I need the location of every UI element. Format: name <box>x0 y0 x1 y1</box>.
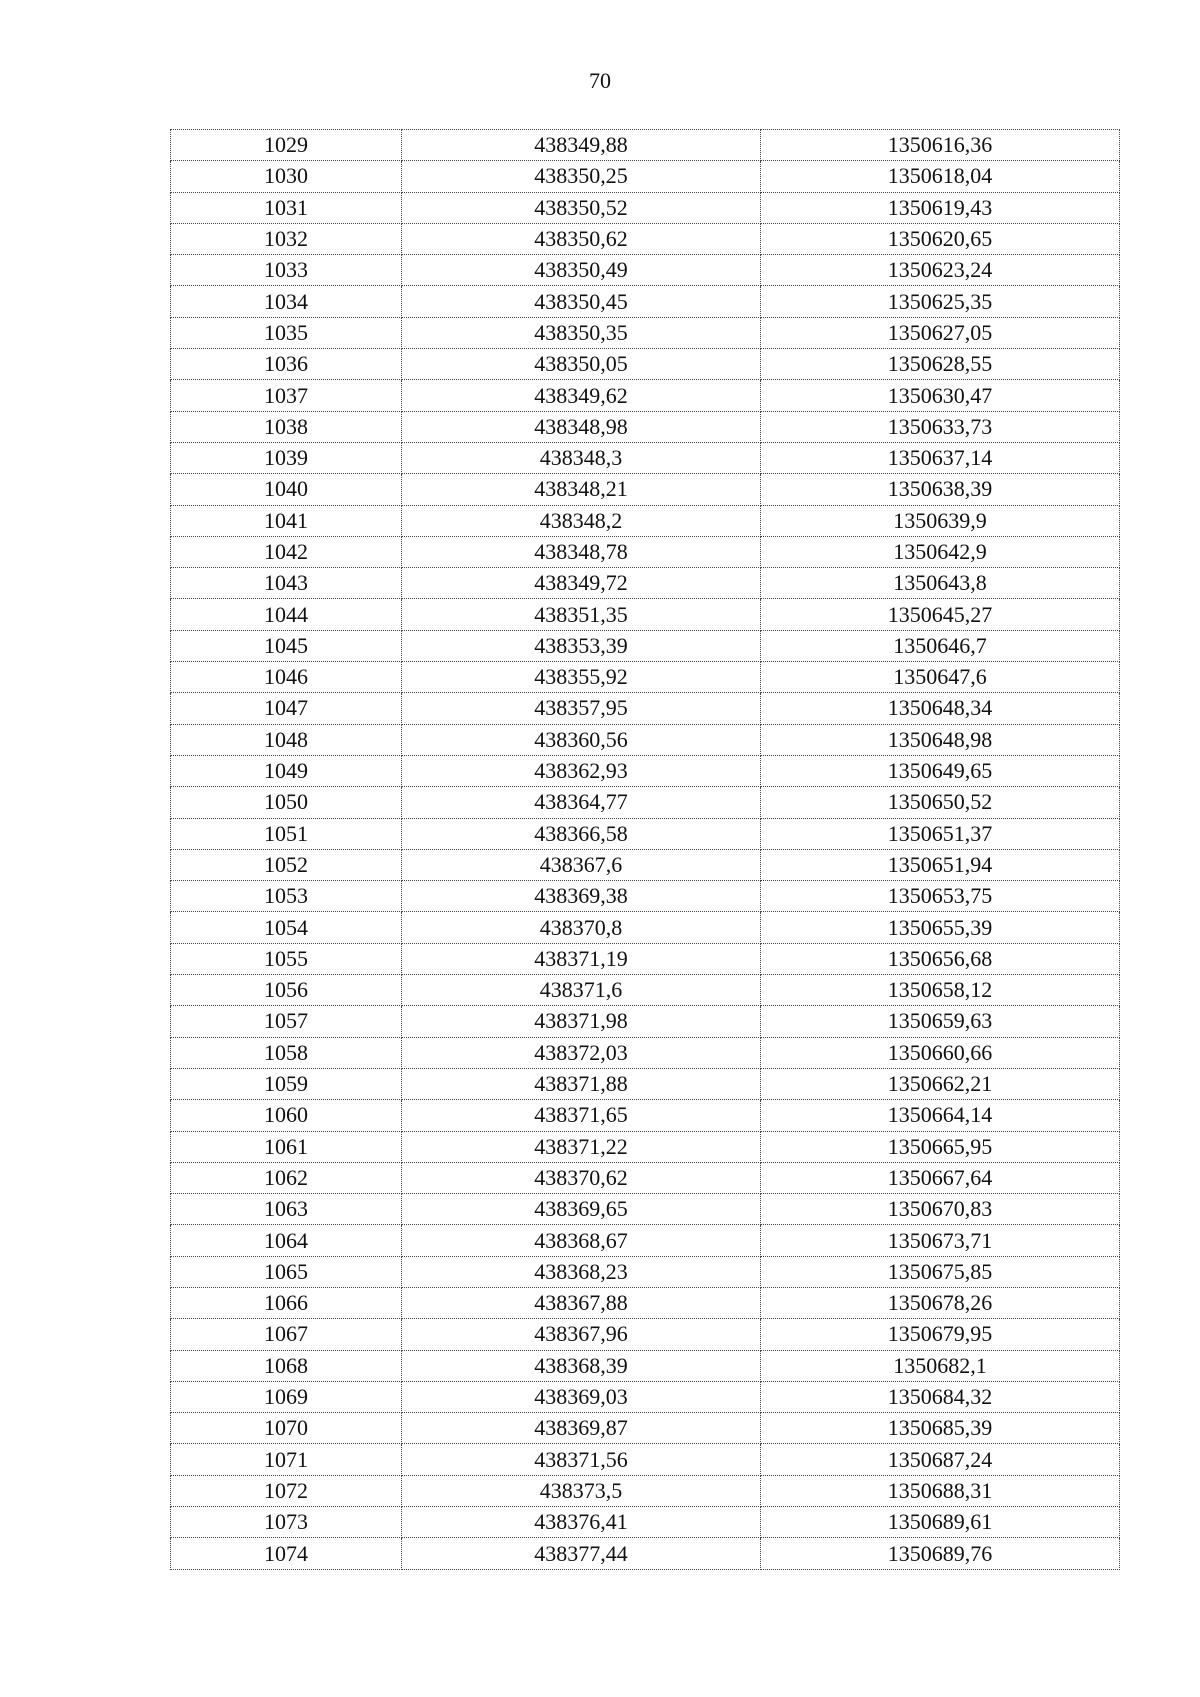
point-number-cell: 1051 <box>171 818 402 849</box>
point-number-cell: 1035 <box>171 317 402 348</box>
point-number-cell: 1043 <box>171 568 402 599</box>
table-row <box>171 755 1120 786</box>
x-coordinate-cell: 438371,88 <box>402 1068 761 1099</box>
y-coordinate-cell: 1350689,61 <box>761 1507 1120 1538</box>
y-coordinate-cell: 1350648,34 <box>761 693 1120 724</box>
table-row <box>171 1507 1120 1538</box>
x-coordinate-cell: 438364,77 <box>402 787 761 818</box>
point-number-cell: 1072 <box>171 1475 402 1506</box>
x-coordinate-cell: 438351,35 <box>402 599 761 630</box>
x-coordinate-cell: 438366,58 <box>402 818 761 849</box>
point-number-cell: 1042 <box>171 536 402 567</box>
table-row <box>171 130 1120 161</box>
table-row <box>171 505 1120 536</box>
x-coordinate-cell: 438371,98 <box>402 1006 761 1037</box>
x-coordinate-cell: 438369,87 <box>402 1413 761 1444</box>
x-coordinate-cell: 438369,03 <box>402 1381 761 1412</box>
y-coordinate-cell: 1350678,26 <box>761 1287 1120 1318</box>
point-number-cell: 1061 <box>171 1131 402 1162</box>
table-row <box>171 1068 1120 1099</box>
table-row <box>171 380 1120 411</box>
table-row <box>171 442 1120 473</box>
point-number-cell: 1041 <box>171 505 402 536</box>
point-number-cell: 1044 <box>171 599 402 630</box>
y-coordinate-cell: 1350689,76 <box>761 1538 1120 1569</box>
point-number-cell: 1074 <box>171 1538 402 1569</box>
table-row <box>171 1287 1120 1318</box>
y-coordinate-cell: 1350630,47 <box>761 380 1120 411</box>
y-coordinate-cell: 1350637,14 <box>761 442 1120 473</box>
y-coordinate-cell: 1350679,95 <box>761 1319 1120 1350</box>
x-coordinate-cell: 438371,56 <box>402 1444 761 1475</box>
y-coordinate-cell: 1350627,05 <box>761 317 1120 348</box>
x-coordinate-cell: 438373,5 <box>402 1475 761 1506</box>
y-coordinate-cell: 1350656,68 <box>761 943 1120 974</box>
table-row <box>171 317 1120 348</box>
x-coordinate-cell: 438348,3 <box>402 442 761 473</box>
point-number-cell: 1047 <box>171 693 402 724</box>
x-coordinate-cell: 438350,25 <box>402 161 761 192</box>
table-row <box>171 818 1120 849</box>
y-coordinate-cell: 1350650,52 <box>761 787 1120 818</box>
x-coordinate-cell: 438357,95 <box>402 693 761 724</box>
x-coordinate-cell: 438376,41 <box>402 1507 761 1538</box>
point-number-cell: 1049 <box>171 755 402 786</box>
point-number-cell: 1037 <box>171 380 402 411</box>
table-row <box>171 1100 1120 1131</box>
point-number-cell: 1057 <box>171 1006 402 1037</box>
x-coordinate-cell: 438367,96 <box>402 1319 761 1350</box>
table-row <box>171 1538 1120 1569</box>
y-coordinate-cell: 1350628,55 <box>761 349 1120 380</box>
point-number-cell: 1052 <box>171 849 402 880</box>
y-coordinate-cell: 1350653,75 <box>761 881 1120 912</box>
table-row <box>171 1194 1120 1225</box>
table-row <box>171 630 1120 661</box>
y-coordinate-cell: 1350625,35 <box>761 286 1120 317</box>
table-row <box>171 411 1120 442</box>
y-coordinate-cell: 1350658,12 <box>761 975 1120 1006</box>
x-coordinate-cell: 438371,22 <box>402 1131 761 1162</box>
table-row <box>171 849 1120 880</box>
y-coordinate-cell: 1350646,7 <box>761 630 1120 661</box>
y-coordinate-cell: 1350667,64 <box>761 1162 1120 1193</box>
y-coordinate-cell: 1350648,98 <box>761 724 1120 755</box>
x-coordinate-cell: 438368,39 <box>402 1350 761 1381</box>
table-row <box>171 1319 1120 1350</box>
x-coordinate-cell: 438348,2 <box>402 505 761 536</box>
point-number-cell: 1053 <box>171 881 402 912</box>
x-coordinate-cell: 438367,88 <box>402 1287 761 1318</box>
y-coordinate-cell: 1350649,65 <box>761 755 1120 786</box>
point-number-cell: 1062 <box>171 1162 402 1193</box>
y-coordinate-cell: 1350651,94 <box>761 849 1120 880</box>
y-coordinate-cell: 1350684,32 <box>761 1381 1120 1412</box>
point-number-cell: 1038 <box>171 411 402 442</box>
y-coordinate-cell: 1350685,39 <box>761 1413 1120 1444</box>
y-coordinate-cell: 1350643,8 <box>761 568 1120 599</box>
x-coordinate-cell: 438370,62 <box>402 1162 761 1193</box>
y-coordinate-cell: 1350670,83 <box>761 1194 1120 1225</box>
y-coordinate-cell: 1350662,21 <box>761 1068 1120 1099</box>
table-row <box>171 286 1120 317</box>
table-row <box>171 912 1120 943</box>
y-coordinate-cell: 1350618,04 <box>761 161 1120 192</box>
x-coordinate-cell: 438353,39 <box>402 630 761 661</box>
point-number-cell: 1048 <box>171 724 402 755</box>
y-coordinate-cell: 1350659,63 <box>761 1006 1120 1037</box>
y-coordinate-cell: 1350675,85 <box>761 1256 1120 1287</box>
point-number-cell: 1058 <box>171 1037 402 1068</box>
table-row <box>171 536 1120 567</box>
x-coordinate-cell: 438349,62 <box>402 380 761 411</box>
page-number: 70 <box>589 68 611 93</box>
x-coordinate-cell: 438371,19 <box>402 943 761 974</box>
x-coordinate-cell: 438368,23 <box>402 1256 761 1287</box>
y-coordinate-cell: 1350616,36 <box>761 130 1120 161</box>
y-coordinate-cell: 1350642,9 <box>761 536 1120 567</box>
y-coordinate-cell: 1350647,6 <box>761 662 1120 693</box>
y-coordinate-cell: 1350682,1 <box>761 1350 1120 1381</box>
point-number-cell: 1045 <box>171 630 402 661</box>
point-number-cell: 1065 <box>171 1256 402 1287</box>
coordinates-table-body <box>171 130 1120 1570</box>
y-coordinate-cell: 1350645,27 <box>761 599 1120 630</box>
table-row <box>171 255 1120 286</box>
table-row <box>171 1037 1120 1068</box>
point-number-cell: 1039 <box>171 442 402 473</box>
point-number-cell: 1060 <box>171 1100 402 1131</box>
table-row <box>171 1162 1120 1193</box>
x-coordinate-cell: 438350,62 <box>402 223 761 254</box>
x-coordinate-cell: 438377,44 <box>402 1538 761 1569</box>
x-coordinate-cell: 438350,52 <box>402 192 761 223</box>
point-number-cell: 1032 <box>171 223 402 254</box>
coordinates-table <box>170 129 1120 1570</box>
table-row <box>171 1256 1120 1287</box>
table-row <box>171 223 1120 254</box>
point-number-cell: 1040 <box>171 474 402 505</box>
table-row <box>171 1006 1120 1037</box>
table-row <box>171 975 1120 1006</box>
y-coordinate-cell: 1350633,73 <box>761 411 1120 442</box>
point-number-cell: 1034 <box>171 286 402 317</box>
y-coordinate-cell: 1350651,37 <box>761 818 1120 849</box>
x-coordinate-cell: 438355,92 <box>402 662 761 693</box>
point-number-cell: 1063 <box>171 1194 402 1225</box>
x-coordinate-cell: 438350,05 <box>402 349 761 380</box>
table-row <box>171 1381 1120 1412</box>
x-coordinate-cell: 438348,78 <box>402 536 761 567</box>
x-coordinate-cell: 438349,88 <box>402 130 761 161</box>
table-row <box>171 1225 1120 1256</box>
point-number-cell: 1059 <box>171 1068 402 1099</box>
x-coordinate-cell: 438368,67 <box>402 1225 761 1256</box>
y-coordinate-cell: 1350687,24 <box>761 1444 1120 1475</box>
point-number-cell: 1067 <box>171 1319 402 1350</box>
y-coordinate-cell: 1350660,66 <box>761 1037 1120 1068</box>
point-number-cell: 1071 <box>171 1444 402 1475</box>
x-coordinate-cell: 438360,56 <box>402 724 761 755</box>
x-coordinate-cell: 438349,72 <box>402 568 761 599</box>
x-coordinate-cell: 438350,45 <box>402 286 761 317</box>
y-coordinate-cell: 1350639,9 <box>761 505 1120 536</box>
table-row <box>171 1444 1120 1475</box>
table-row <box>171 349 1120 380</box>
y-coordinate-cell: 1350665,95 <box>761 1131 1120 1162</box>
point-number-cell: 1073 <box>171 1507 402 1538</box>
point-number-cell: 1046 <box>171 662 402 693</box>
y-coordinate-cell: 1350673,71 <box>761 1225 1120 1256</box>
point-number-cell: 1050 <box>171 787 402 818</box>
point-number-cell: 1055 <box>171 943 402 974</box>
point-number-cell: 1069 <box>171 1381 402 1412</box>
table-row <box>171 881 1120 912</box>
point-number-cell: 1031 <box>171 192 402 223</box>
point-number-cell: 1054 <box>171 912 402 943</box>
table-row <box>171 161 1120 192</box>
table-row <box>171 724 1120 755</box>
table-row <box>171 568 1120 599</box>
point-number-cell: 1064 <box>171 1225 402 1256</box>
table-row <box>171 474 1120 505</box>
y-coordinate-cell: 1350638,39 <box>761 474 1120 505</box>
point-number-cell: 1030 <box>171 161 402 192</box>
x-coordinate-cell: 438367,6 <box>402 849 761 880</box>
point-number-cell: 1066 <box>171 1287 402 1318</box>
point-number-cell: 1068 <box>171 1350 402 1381</box>
table-row <box>171 1131 1120 1162</box>
point-number-cell: 1056 <box>171 975 402 1006</box>
y-coordinate-cell: 1350655,39 <box>761 912 1120 943</box>
table-row <box>171 192 1120 223</box>
table-row <box>171 943 1120 974</box>
point-number-cell: 1033 <box>171 255 402 286</box>
x-coordinate-cell: 438369,38 <box>402 881 761 912</box>
x-coordinate-cell: 438369,65 <box>402 1194 761 1225</box>
x-coordinate-cell: 438350,35 <box>402 317 761 348</box>
x-coordinate-cell: 438371,65 <box>402 1100 761 1131</box>
table-row <box>171 1350 1120 1381</box>
point-number-cell: 1036 <box>171 349 402 380</box>
y-coordinate-cell: 1350620,65 <box>761 223 1120 254</box>
point-number-cell: 1070 <box>171 1413 402 1444</box>
x-coordinate-cell: 438362,93 <box>402 755 761 786</box>
table-row <box>171 599 1120 630</box>
x-coordinate-cell: 438371,6 <box>402 975 761 1006</box>
x-coordinate-cell: 438350,49 <box>402 255 761 286</box>
y-coordinate-cell: 1350623,24 <box>761 255 1120 286</box>
table-row <box>171 1413 1120 1444</box>
table-row <box>171 662 1120 693</box>
x-coordinate-cell: 438348,98 <box>402 411 761 442</box>
y-coordinate-cell: 1350664,14 <box>761 1100 1120 1131</box>
point-number-cell: 1029 <box>171 130 402 161</box>
table-row <box>171 1475 1120 1506</box>
table-row <box>171 787 1120 818</box>
y-coordinate-cell: 1350688,31 <box>761 1475 1120 1506</box>
y-coordinate-cell: 1350619,43 <box>761 192 1120 223</box>
table-row <box>171 693 1120 724</box>
x-coordinate-cell: 438348,21 <box>402 474 761 505</box>
x-coordinate-cell: 438370,8 <box>402 912 761 943</box>
x-coordinate-cell: 438372,03 <box>402 1037 761 1068</box>
